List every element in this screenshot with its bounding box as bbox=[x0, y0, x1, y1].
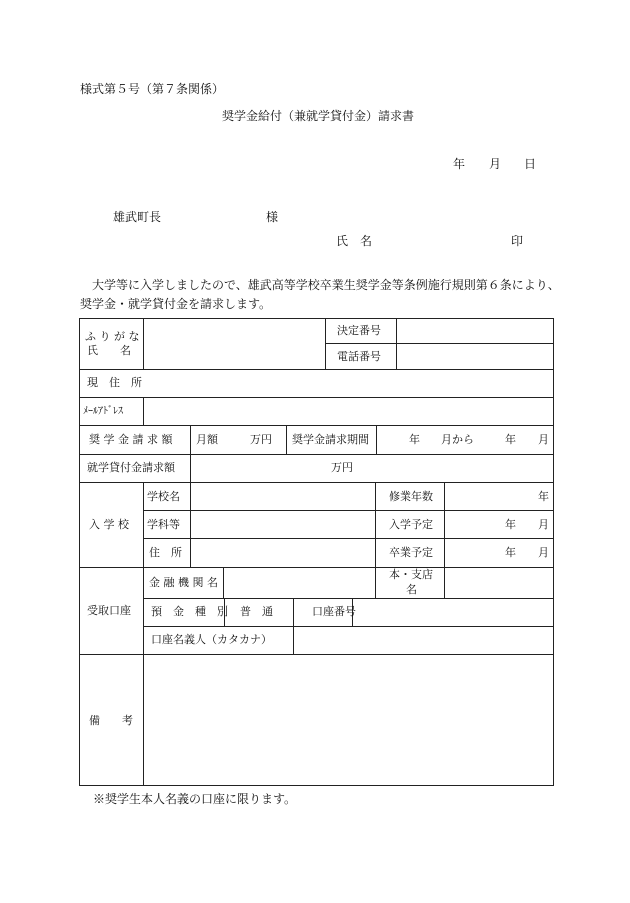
phone-field[interactable] bbox=[398, 345, 551, 368]
phone-label: 電話番号 bbox=[337, 350, 381, 363]
enroll-plan-label: 入学予定 bbox=[389, 518, 433, 531]
account-number-field[interactable] bbox=[354, 600, 551, 624]
honorific: 様 bbox=[266, 210, 279, 224]
footnote: ※奨学生本人名義の口座に限ります。 bbox=[93, 792, 297, 806]
seal-mark: 印 bbox=[511, 234, 524, 248]
request-form-table bbox=[79, 318, 554, 786]
account-group-label: 受取口座 bbox=[87, 604, 131, 617]
bank-name-label: 金 融 機 関 名 bbox=[149, 576, 218, 589]
scholarship-period-label: 奨学金請求期間 bbox=[292, 433, 369, 446]
branch-label-line2: 名 bbox=[406, 583, 417, 596]
email-field[interactable] bbox=[145, 399, 551, 423]
school-name-field[interactable] bbox=[192, 484, 373, 508]
school-group-label: 入 学 校 bbox=[89, 518, 129, 531]
account-holder-label: 口座名義人（カタカナ） bbox=[151, 633, 272, 646]
remarks-field[interactable] bbox=[145, 656, 551, 783]
period-month-from: 月から bbox=[441, 433, 474, 446]
monthly-label: 月額 bbox=[196, 433, 218, 446]
name-field[interactable] bbox=[145, 320, 323, 367]
grad-month-unit: 月 bbox=[538, 546, 549, 559]
applicant-name-label: 氏 名 bbox=[336, 234, 373, 248]
school-address-field[interactable] bbox=[192, 540, 373, 565]
study-years-unit: 年 bbox=[538, 490, 549, 503]
enroll-year-unit: 年 bbox=[505, 518, 516, 531]
school-address-label: 住 所 bbox=[149, 546, 182, 559]
decision-number-label: 決定番号 bbox=[337, 324, 381, 337]
decision-number-field[interactable] bbox=[398, 320, 551, 342]
study-years-label: 修業年数 bbox=[389, 490, 433, 503]
addressee: 雄武町長 bbox=[113, 210, 162, 224]
period-year-to: 年 bbox=[505, 433, 516, 446]
department-field[interactable] bbox=[192, 512, 373, 536]
intro-text-line1: 大学等に入学しましたので、雄武高等学校卒業生奨学金等条例施行規則第６条により、 bbox=[92, 278, 560, 292]
account-holder-field[interactable] bbox=[295, 628, 551, 652]
scholarship-amount-label: 奨 学 金 請 求 額 bbox=[89, 433, 173, 446]
bank-name-field[interactable] bbox=[225, 569, 373, 596]
period-month-to: 月 bbox=[538, 433, 549, 446]
branch-label-line1: 本・支店 bbox=[389, 568, 433, 581]
date-year-label: 年 bbox=[453, 157, 466, 171]
address-label: 現 住 所 bbox=[87, 376, 142, 389]
date-month-label: 月 bbox=[489, 157, 502, 171]
grad-year-unit: 年 bbox=[505, 546, 516, 559]
deposit-type-label: 預 金 種 別 bbox=[151, 605, 228, 618]
loan-man-yen-unit: 万円 bbox=[331, 461, 353, 474]
furigana-label: ふ り が な bbox=[85, 330, 140, 343]
name-label: 氏 名 bbox=[87, 344, 131, 357]
intro-text-line2: 奨学金・就学貸付金を請求します。 bbox=[80, 297, 272, 311]
document-title: 奨学金給付（兼就学貸付金）請求書 bbox=[222, 109, 415, 123]
grad-plan-label: 卒業予定 bbox=[389, 546, 433, 559]
loan-amount-label: 就学貸付金請求額 bbox=[87, 461, 175, 474]
remarks-label: 備 考 bbox=[89, 714, 133, 727]
form-number: 様式第５号（第７条関係） bbox=[80, 82, 225, 96]
date-day-label: 日 bbox=[524, 157, 537, 171]
scholarship-man-yen-unit: 万円 bbox=[250, 433, 272, 446]
account-number-label: 口座番号 bbox=[312, 605, 356, 618]
school-name-label: 学校名 bbox=[147, 490, 180, 503]
ordinary-deposit-label: 普 通 bbox=[240, 605, 273, 618]
address-field[interactable] bbox=[145, 371, 551, 395]
department-label: 学科等 bbox=[147, 518, 180, 531]
enroll-month-unit: 月 bbox=[538, 518, 549, 531]
branch-name-field[interactable] bbox=[446, 569, 551, 596]
period-year-from: 年 bbox=[409, 433, 420, 446]
email-label: ﾒｰﾙｱﾄﾞﾚｽ bbox=[83, 406, 123, 417]
